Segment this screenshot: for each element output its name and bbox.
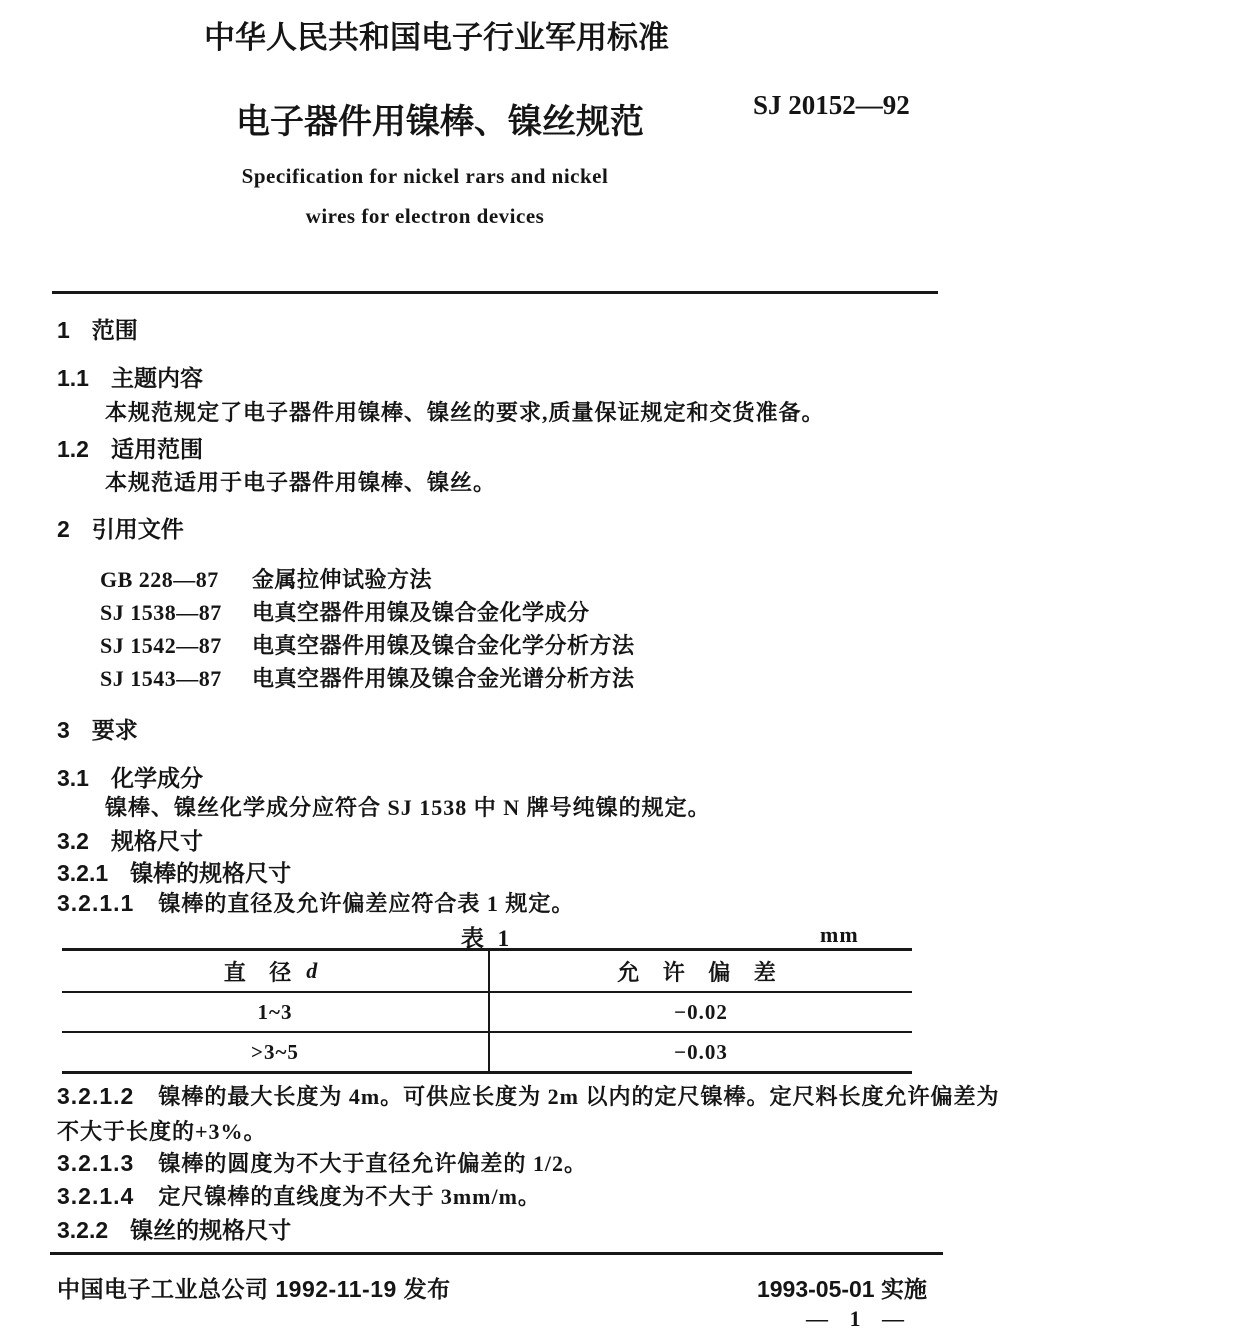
table-header-diameter-label: 直 径 bbox=[223, 959, 301, 985]
section-3-2-1-title: 镍棒的规格尺寸 bbox=[130, 860, 292, 886]
table-header-row bbox=[62, 951, 912, 993]
section-1-1-paragraph: 本规范规定了电子器件用镍棒、镍丝的要求,质量保证规定和交货准备。 bbox=[105, 400, 825, 425]
section-3-2-1-1-text: 镍棒的直径及允许偏差应符合表 1 规定。 bbox=[158, 891, 575, 916]
table-header-diameter bbox=[62, 951, 490, 991]
section-3-1-number: 3.1 bbox=[57, 765, 89, 791]
section-2-title: 引用文件 bbox=[91, 516, 184, 542]
table-row bbox=[62, 1033, 912, 1071]
section-2-heading bbox=[57, 511, 184, 544]
english-title-line1: Specification for nickel rars and nickel bbox=[241, 164, 609, 188]
reference-item bbox=[100, 563, 432, 594]
reference-code: SJ 1542—87 bbox=[100, 633, 222, 658]
section-3-2-1-heading bbox=[57, 855, 291, 888]
section-3-title: 要求 bbox=[91, 717, 138, 743]
section-3-2-1-3-paragraph bbox=[57, 1147, 587, 1178]
section-1-1-number: 1.1 bbox=[57, 365, 89, 391]
header-divider-rule bbox=[52, 291, 938, 294]
reference-item bbox=[100, 596, 590, 627]
page-number: — 1 — bbox=[806, 1306, 904, 1331]
footer-issue-line: 中国电子工业总公司 1992-11-19 发布 bbox=[57, 1276, 451, 1302]
table-1 bbox=[62, 948, 912, 1074]
section-3-2-1-2-number: 3.2.1.2 bbox=[57, 1083, 135, 1109]
reference-name: 金属拉伸试验方法 bbox=[252, 567, 433, 592]
reference-name: 电真空器件用镍及镍合金化学成分 bbox=[252, 600, 590, 625]
section-1-heading bbox=[57, 312, 138, 345]
section-3-2-2-title: 镍丝的规格尺寸 bbox=[130, 1217, 292, 1243]
section-3-1-title: 化学成分 bbox=[110, 765, 203, 791]
reference-item bbox=[100, 629, 635, 660]
table-row bbox=[62, 993, 912, 1033]
footer-divider-rule bbox=[50, 1252, 943, 1255]
table-cell-tolerance: −0.03 bbox=[674, 1039, 728, 1064]
section-3-2-1-2-paragraph-line1 bbox=[57, 1080, 1000, 1111]
reference-name: 电真空器件用镍及镍合金光谱分析方法 bbox=[252, 666, 635, 691]
section-1-2-paragraph: 本规范适用于电子器件用镍棒、镍丝。 bbox=[105, 470, 497, 495]
section-1-number: 1 bbox=[57, 317, 70, 343]
table-cell-tolerance: −0.02 bbox=[674, 999, 728, 1024]
section-3-2-1-2-paragraph-line2: 不大于长度的+3%。 bbox=[57, 1119, 267, 1144]
reference-name: 电真空器件用镍及镍合金化学分析方法 bbox=[252, 633, 635, 658]
standard-number: SJ 20152—92 bbox=[753, 90, 910, 120]
section-1-2-number: 1.2 bbox=[57, 436, 89, 462]
english-title-line2: wires for electron devices bbox=[305, 204, 545, 228]
table-1-caption: 表 1 bbox=[460, 926, 514, 951]
section-3-2-1-1-number: 3.2.1.1 bbox=[57, 890, 135, 916]
section-3-2-heading bbox=[57, 823, 203, 856]
table-1-unit-label: mm bbox=[820, 922, 859, 947]
section-3-2-1-3-number: 3.2.1.3 bbox=[57, 1150, 135, 1176]
section-3-2-1-number: 3.2.1 bbox=[57, 860, 109, 886]
section-3-2-1-4-number: 3.2.1.4 bbox=[57, 1183, 135, 1209]
table-header-tolerance-label: 允 许 偏 差 bbox=[617, 959, 785, 985]
document-title: 电子器件用镍棒、镍丝规范 bbox=[236, 103, 644, 141]
section-3-2-2-heading bbox=[57, 1212, 291, 1245]
standard-type-heading: 中华人民共和国电子行业军用标准 bbox=[204, 20, 669, 55]
reference-code: SJ 1538—87 bbox=[100, 600, 222, 625]
section-2-number: 2 bbox=[57, 516, 70, 542]
section-3-2-1-4-text: 定尺镍棒的直线度为不大于 3mm/m。 bbox=[158, 1184, 541, 1209]
section-3-number: 3 bbox=[57, 717, 70, 743]
table-cell-diameter: >3~5 bbox=[251, 1039, 299, 1064]
section-3-2-1-3-text: 镍棒的圆度为不大于直径允许偏差的 1/2。 bbox=[158, 1151, 587, 1176]
section-3-2-2-number: 3.2.2 bbox=[57, 1217, 109, 1243]
section-1-2-heading bbox=[57, 431, 203, 464]
section-3-2-number: 3.2 bbox=[57, 828, 89, 854]
section-1-2-title: 适用范围 bbox=[110, 436, 203, 462]
section-3-heading bbox=[57, 712, 138, 745]
table-cell-diameter: 1~3 bbox=[257, 999, 293, 1024]
section-3-2-title: 规格尺寸 bbox=[110, 828, 203, 854]
reference-item bbox=[100, 662, 635, 693]
section-3-2-1-4-paragraph bbox=[57, 1180, 541, 1211]
reference-code: SJ 1543—87 bbox=[100, 666, 222, 691]
section-1-1-title: 主题内容 bbox=[110, 365, 203, 391]
section-1-title: 范围 bbox=[91, 317, 138, 343]
table-header-diameter-symbol: d bbox=[306, 958, 327, 983]
section-3-2-1-2-text-line1: 镍棒的最大长度为 4m。可供应长度为 2m 以内的定尺镍棒。定尺料长度允许偏差为 bbox=[158, 1084, 1000, 1109]
table-header-tolerance bbox=[490, 956, 912, 987]
section-3-1-heading bbox=[57, 760, 203, 793]
reference-code: GB 228—87 bbox=[100, 567, 219, 592]
footer-implementation-line: 1993-05-01 实施 bbox=[756, 1276, 927, 1302]
section-1-1-heading bbox=[57, 360, 203, 393]
section-3-1-paragraph: 镍棒、镍丝化学成分应符合 SJ 1538 中 N 牌号纯镍的规定。 bbox=[105, 795, 711, 820]
section-3-2-1-1-paragraph bbox=[57, 887, 574, 918]
